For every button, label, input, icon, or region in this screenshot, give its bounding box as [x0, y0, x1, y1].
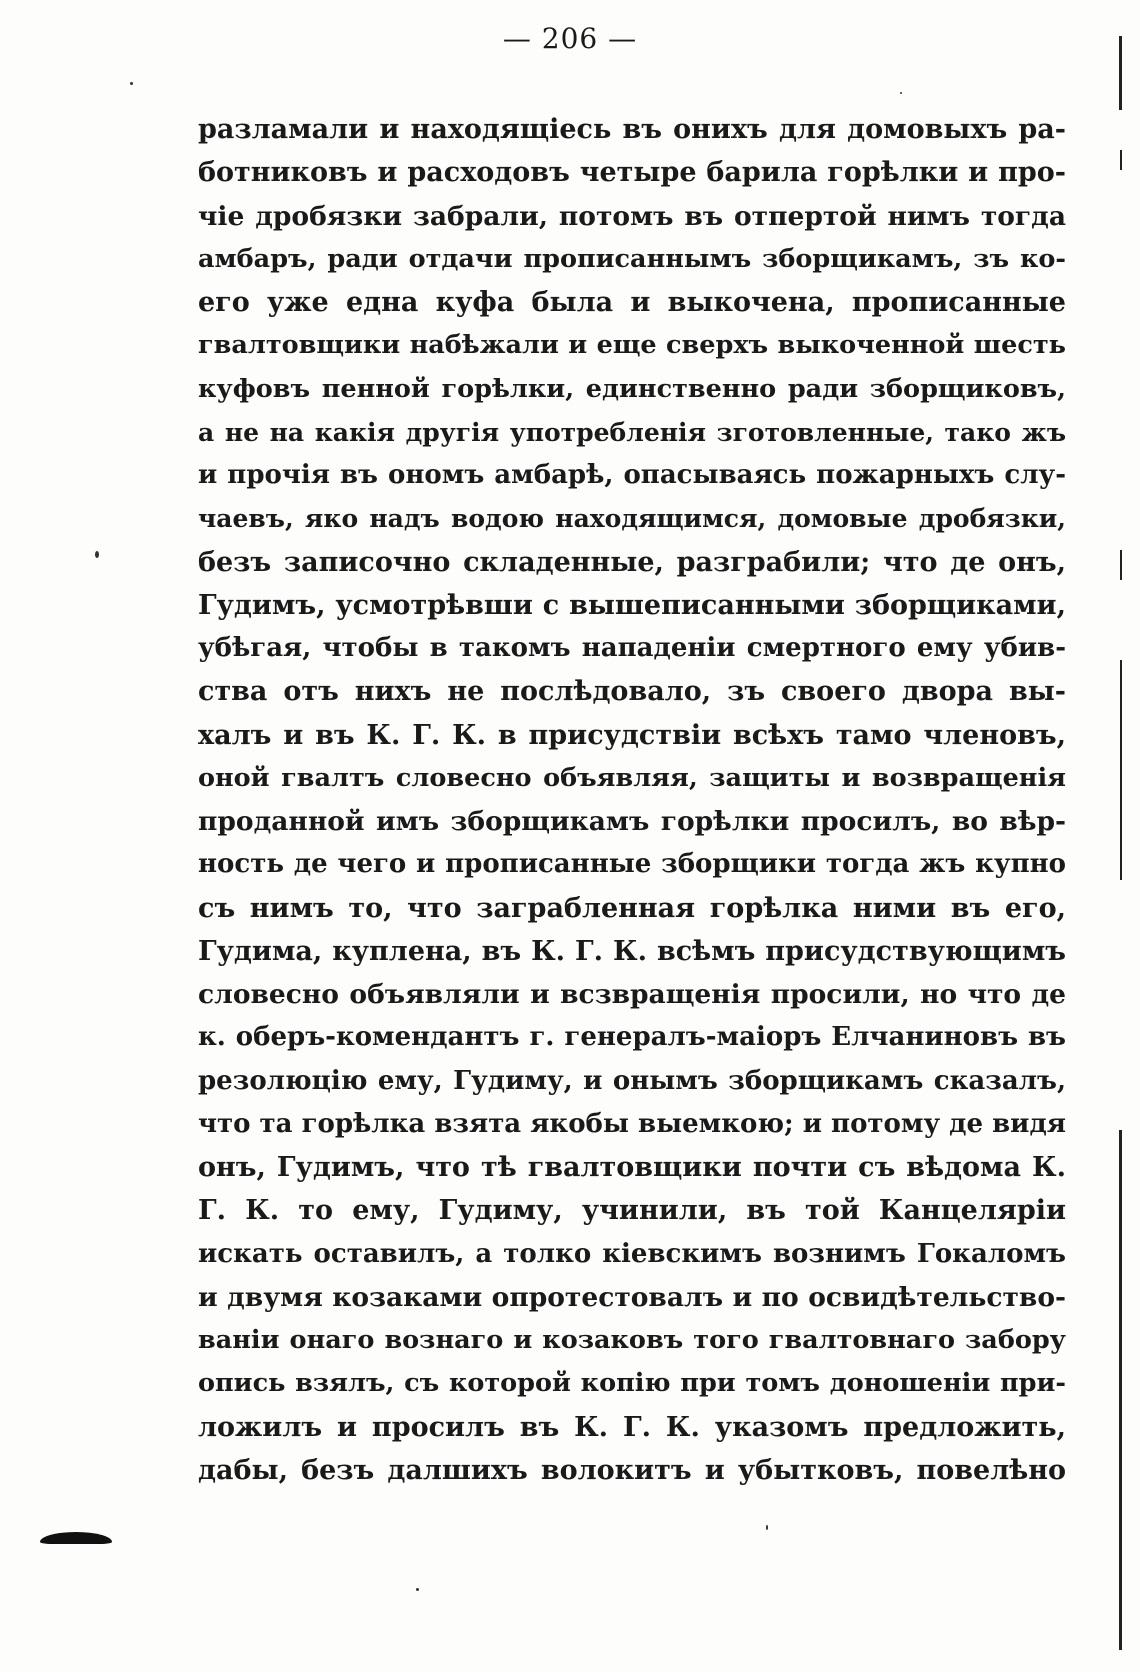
text-line: опись взялъ, съ которой копію при томъ доношеніи при- — [198, 1368, 1066, 1399]
text-line: халъ и въ К. Г. К. в присудствіи всѣхъ тамо членовъ, — [198, 719, 1066, 751]
text-line: словесно объявляли и всзвращенія просили, но что де — [198, 979, 1066, 1010]
text-line: и двумя козаками опротестовалъ и по освидѣтельство- — [198, 1281, 1066, 1313]
body-text — [198, 108, 1066, 1492]
text-line: разламали и находящіесь въ онихъ для домовыхъ ра- — [198, 114, 1066, 145]
text-line: онъ, Гудимъ, что тѣ гвалтовщики почти съ вѣдома К. — [198, 1152, 1066, 1183]
text-line: Г. К. то ему, Гудиму, учинили, въ той Канцеляріи — [198, 1195, 1066, 1227]
text-line: что та горѣлка взята якобы выемкою; и потому де видя — [198, 1108, 1066, 1139]
text-line: ваніи онаго вознаго и козаковъ того гвалтовнаго забору — [198, 1325, 1066, 1355]
text-line: Гудимъ, усмотрѣвши с вышеписанными зборщиками, — [198, 589, 1066, 621]
text-line: оной гвалтъ словесно объявляя, защиты и возвращенія — [198, 762, 1066, 793]
page-number: — 206 — — [502, 22, 638, 55]
scan-edge-mark — [1120, 150, 1122, 170]
text-line: к. оберъ-комендантъ г. генералъ-маіоръ Елчаниновъ въ — [198, 1022, 1066, 1053]
text-line: его уже една куфа была и выкочена, прописанные — [198, 287, 1066, 318]
text-line: съ нимъ то, что заграбленная горѣлка ними въ его, — [198, 892, 1066, 924]
scan-edge-mark — [1120, 660, 1122, 880]
ink-blot — [40, 1532, 112, 1544]
text-line: ложилъ и просилъ въ К. Г. К. указомъ предложить, — [198, 1411, 1066, 1443]
scan-edge-mark — [1120, 550, 1122, 580]
scan-speck — [766, 1525, 768, 1530]
text-line: проданной имъ зборщикамъ горѣлки просилъ, во вѣр- — [198, 806, 1066, 837]
text-line: убѣгая, чтобы в такомъ нападеніи смертного ему убив- — [198, 633, 1066, 663]
text-line: и прочія въ ономъ амбарѣ, опасываясь пожарныхъ слу- — [198, 460, 1066, 490]
text-line: чіе дробязки забрали, потомъ въ отпертой нимъ тогда — [198, 200, 1066, 232]
text-line: искать оставилъ, а толко кіевскимъ вознимъ Гокаломъ — [198, 1238, 1066, 1269]
text-line: безъ записочно складенные, разграбили; что де онъ, — [198, 546, 1066, 578]
scan-speck — [416, 1588, 419, 1591]
text-line: а не на какія другія употребленія зготовленные, тако жъ — [198, 417, 1066, 447]
text-line: амбаръ, ради отдачи прописаннымъ зборщикамъ, зъ ко- — [198, 243, 1066, 274]
scan-edge-mark — [1119, 36, 1122, 110]
scan-speck — [95, 551, 99, 558]
text-line: гвалтовщики набѣжали и еще сверхъ выкоченной шесть — [198, 330, 1066, 361]
text-line: ность де чего и прописанные зборщики тогда жъ купно — [198, 849, 1066, 880]
text-line: Гудима, куплена, въ К. Г. К. всѣмъ присудствующимъ — [198, 935, 1066, 967]
text-line: чаевъ, яко надъ водою находящимся, домовые дробязки, — [198, 504, 1066, 534]
text-line: ства отъ нихъ не послѣдовало, зъ своего двора вы- — [198, 676, 1066, 708]
scan-edge-mark — [1119, 1130, 1122, 1650]
scan-speck — [900, 92, 902, 94]
scan-speck — [130, 82, 133, 85]
text-line: дабы, безъ далшихъ волокитъ и убытковъ, повелѣно — [198, 1454, 1066, 1486]
text-line: ботниковъ и расходовъ четыре барила горѣлки и про- — [198, 157, 1066, 189]
text-line: куфовъ пенной горѣлки, единственно ради зборщиковъ, — [198, 373, 1066, 404]
text-line: резолюцію ему, Гудиму, и онымъ зборщикамъ сказалъ, — [198, 1065, 1066, 1096]
